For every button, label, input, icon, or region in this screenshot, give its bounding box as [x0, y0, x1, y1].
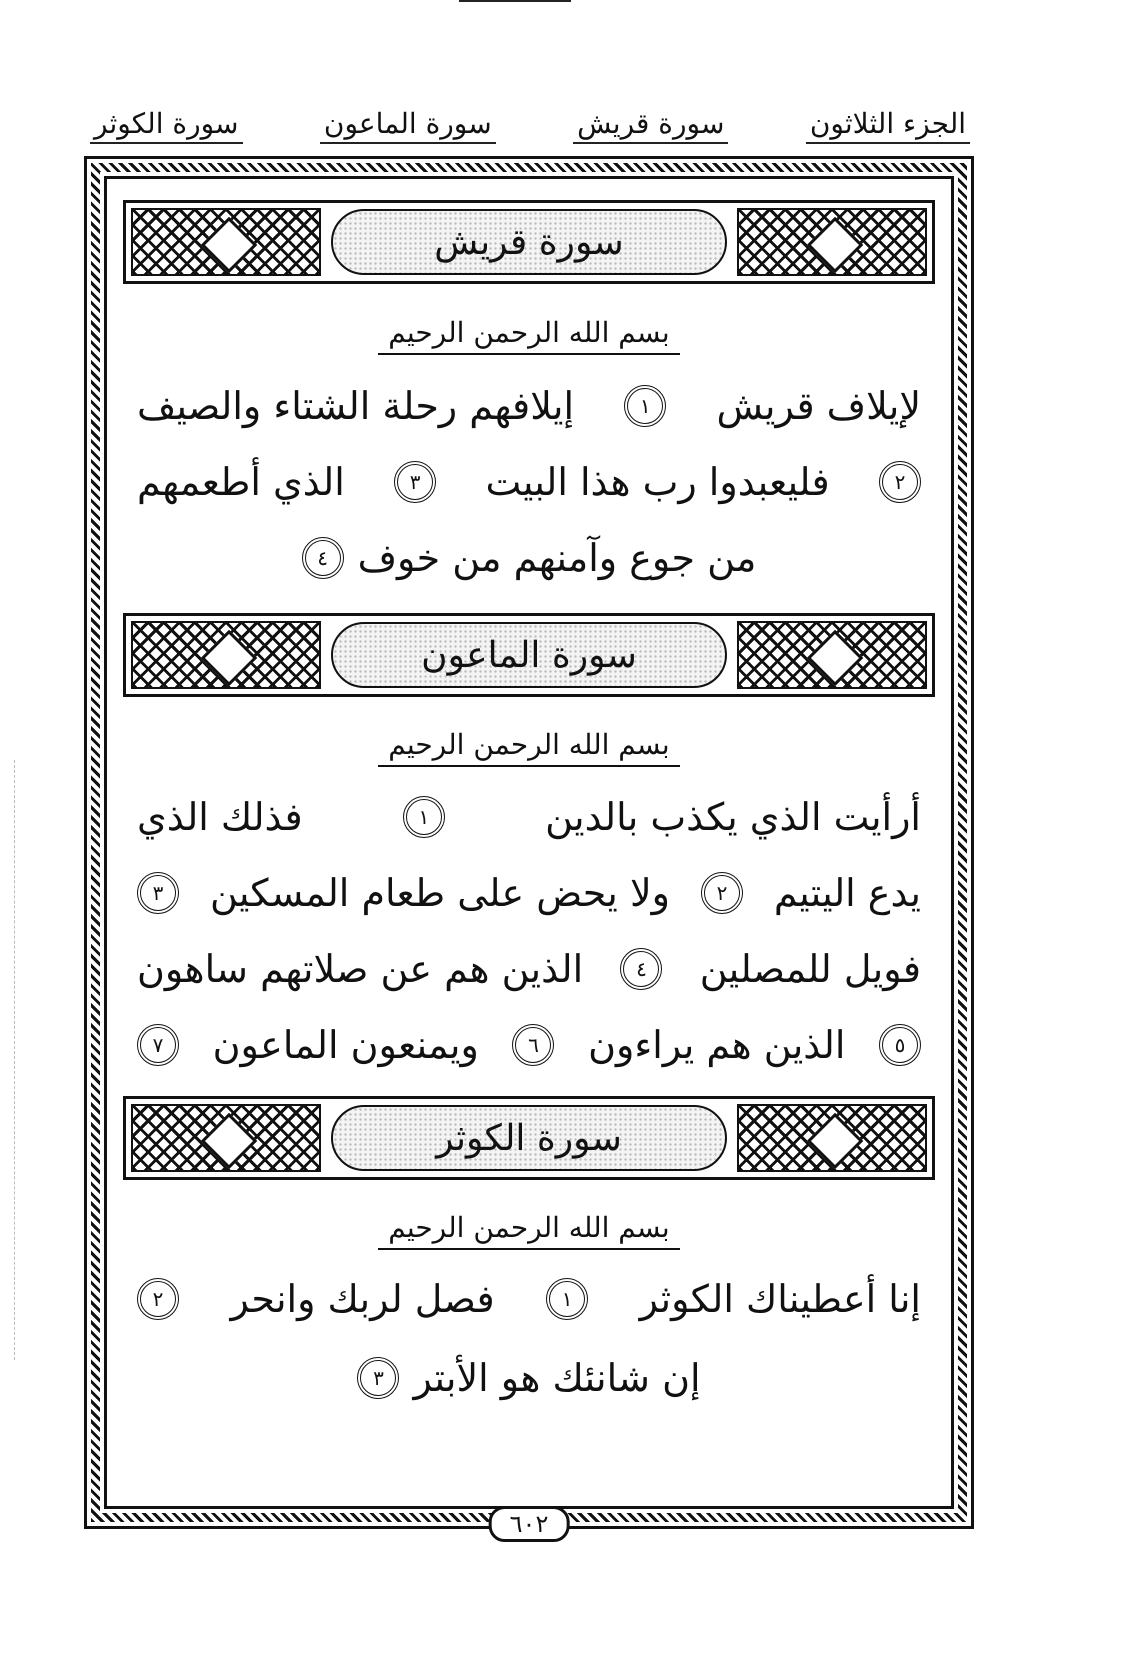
surah-title-cartouche: [331, 209, 727, 275]
verse-text: إيلافهم رحلة الشتاء والصيف: [137, 384, 575, 428]
verse-line: [137, 860, 921, 926]
ornament-left: [131, 621, 321, 689]
verse-text: من جوع وآمنهم من خوف: [357, 536, 757, 580]
surah-title: سورة الماعون: [421, 634, 637, 676]
verse-text: فصل لربك وانحر: [230, 1277, 495, 1321]
ayah-number-marker: ١: [546, 1278, 588, 1320]
ornament-right: [737, 1104, 927, 1172]
ayah-number-marker: ٤: [620, 948, 662, 990]
ornament-left: [131, 1104, 321, 1172]
margin-dashed-line: [14, 760, 16, 1360]
verse-text: ولا يحض على طعام المسكين: [209, 871, 670, 915]
basmala-text: بسم الله الرحمن الرحيم: [378, 728, 679, 767]
verse-text: الذي أطعمهم: [137, 460, 345, 504]
surah-title-cartouche: [331, 1105, 727, 1171]
surah-title: سورة الكوثر: [436, 1117, 622, 1159]
verse-text: أرأيت الذي يكذب بالدين: [545, 795, 921, 839]
verse-line: [137, 525, 921, 591]
surah-header-al-maun: [123, 613, 935, 697]
frame-content: [104, 176, 954, 1509]
verse-line: [137, 373, 921, 439]
ayah-number-marker: ٢: [879, 461, 921, 503]
ornament-right: [737, 621, 927, 689]
ayah-number-marker: ٦: [512, 1024, 554, 1066]
ayah-number-marker: ٣: [357, 1357, 399, 1399]
basmala-text: بسم الله الرحمن الرحيم: [378, 1211, 679, 1250]
verse-line: [137, 449, 921, 515]
running-header: [90, 100, 970, 150]
top-edge-mark: [459, 0, 571, 2]
basmala-al-kawthar: [107, 1204, 951, 1256]
verse-line: [137, 1266, 921, 1332]
page-number: ٦٠٢: [489, 1506, 570, 1542]
ornament-left: [131, 208, 321, 276]
ayah-number-marker: ٥: [879, 1024, 921, 1066]
verse-text: ويمنعون الماعون: [212, 1023, 479, 1067]
verse-text: لإيلاف قريش: [716, 384, 921, 428]
header-surah-al-maun: سورة الماعون: [320, 107, 496, 144]
ayah-number-marker: ٤: [302, 537, 344, 579]
verse-line: [137, 1345, 921, 1411]
header-surah-al-kawthar: سورة الكوثر: [90, 107, 243, 144]
page-frame: [84, 156, 974, 1538]
verse-text: يدع اليتيم: [773, 871, 921, 915]
ayah-number-marker: ٣: [137, 872, 179, 914]
ayah-number-marker: ٣: [394, 461, 436, 503]
verse-text: إن شانئك هو الأبتر: [413, 1356, 701, 1400]
verse-text: فذلك الذي: [137, 795, 303, 839]
surah-header-al-kawthar: [123, 1096, 935, 1180]
header-juz: الجزء الثلاثون: [806, 107, 970, 144]
header-surah-quraysh: سورة قريش: [573, 107, 728, 144]
ayah-number-marker: ٢: [701, 872, 743, 914]
basmala-quraysh: [107, 309, 951, 361]
verse-text: الذين هم عن صلاتهم ساهون: [137, 947, 584, 991]
surah-title: سورة قريش: [434, 221, 624, 263]
ayah-number-marker: ١: [403, 796, 445, 838]
ayah-number-marker: ٢: [137, 1278, 179, 1320]
basmala-al-maun: [107, 721, 951, 773]
ayah-number-marker: ٧: [137, 1024, 179, 1066]
verse-text: الذين هم يراءون: [588, 1023, 846, 1067]
verse-line: [137, 784, 921, 850]
verse-text: فليعبدوا رب هذا البيت: [485, 460, 830, 504]
surah-title-cartouche: [331, 622, 727, 688]
verse-line: [137, 936, 921, 1002]
verse-line: [137, 1012, 921, 1078]
verse-text: فويل للمصلين: [699, 947, 921, 991]
basmala-text: بسم الله الرحمن الرحيم: [378, 316, 679, 355]
ornament-right: [737, 208, 927, 276]
ayah-number-marker: ١: [624, 385, 666, 427]
surah-header-quraysh: [123, 200, 935, 284]
verse-text: إنا أعطيناك الكوثر: [639, 1277, 921, 1321]
